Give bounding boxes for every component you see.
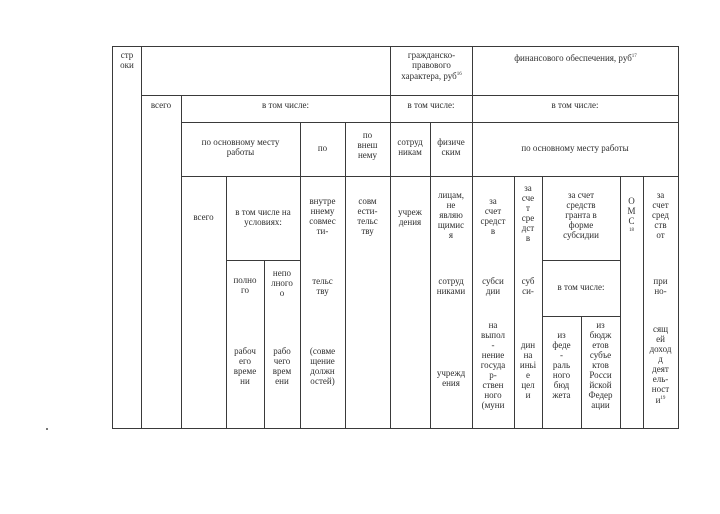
rule-row5b — [542, 260, 620, 261]
rule-bottom — [112, 428, 678, 429]
grant-header: за счет средств гранта в форме субсидии — [563, 190, 599, 240]
total-header-2: всего — [193, 212, 214, 222]
financing-header — [473, 52, 678, 63]
civil-contract-text: гражданско- правового характера, руб — [401, 50, 457, 81]
internal-header: внутре ннему совмес ти- — [309, 196, 336, 236]
income-header-2: при но- — [653, 276, 668, 296]
fulfilment-header: на выпол - нение госуда р- ствен ного (муни — [480, 320, 506, 410]
civil-contract-header — [391, 50, 472, 81]
oms-text: О М С — [627, 196, 636, 226]
income-header-3 — [643, 324, 678, 405]
internal-continued: тельс тву — [312, 276, 333, 296]
rule-row2 — [141, 95, 678, 96]
col-left-edge — [112, 46, 113, 429]
subsidy-header-b2: суб си- — [521, 276, 535, 296]
civil-contract-footnote: 16 — [456, 72, 462, 77]
main-job-header-2: по основному месту работы — [521, 143, 629, 153]
subsidy-header-a2: субси дии — [482, 276, 504, 296]
subsidy-header-a: за счет средст в — [480, 196, 506, 236]
income-footnote: 19 — [660, 396, 666, 401]
purposes-header: дин на иньi е цел и — [519, 340, 537, 400]
by-header: по — [317, 143, 328, 153]
rule-top — [112, 46, 678, 47]
income-header: за счет сред ств от — [652, 190, 669, 240]
col-6 — [345, 122, 346, 429]
working-time-part: рабо чего врем ени — [272, 346, 292, 386]
main-job-header-1: по основному месту работы — [201, 137, 280, 157]
financing-text: финансового обеспечения, руб — [514, 53, 632, 63]
including-conditions-header: в том числе на условиях: — [235, 207, 291, 227]
oms-header — [620, 196, 643, 237]
federal-budget-header: из феде - раль ного бюд жета — [552, 330, 571, 400]
including-header-2: в том числе: — [407, 100, 455, 110]
institution-header-1: учреж дения — [398, 207, 422, 227]
including-header-1: в том числе: — [262, 100, 309, 110]
regional-budget-header: из бюдж етов субъе ктов Росси йской Федер ации — [588, 320, 613, 410]
rule-row5a — [226, 260, 300, 261]
not-employees-header: лицам, не являю щимис я — [437, 190, 465, 240]
including-header-3: в том числе: — [551, 100, 599, 110]
financing-footnote: 17 — [631, 54, 637, 59]
oms-footnote: 18 — [629, 228, 634, 233]
employees-of-header: сотруд никами — [436, 276, 466, 296]
combining-header: (совме щение должн остей) — [309, 346, 336, 386]
including-header-4: в том числе: — [557, 282, 605, 292]
full-time-header: полно го — [233, 275, 257, 295]
individuals-header: физиче ским — [437, 137, 465, 157]
institution-header-2: учрежд ения — [436, 368, 466, 388]
part-time-header: непо лного о — [271, 268, 293, 298]
total-header: всего — [150, 100, 172, 110]
to-employees-header: сотруд никам — [397, 137, 423, 157]
page-corner-mark — [46, 428, 48, 430]
income-text-3: сящ ей доход д деят ель- ност и — [649, 324, 672, 405]
working-time-full: рабоч его време ни — [233, 346, 257, 386]
combination-header: совм ести- тельс тву — [357, 196, 378, 236]
external-header: по внеш нему — [357, 130, 378, 160]
row-number-header: стр оки — [120, 50, 134, 70]
col-right-edge — [678, 46, 679, 429]
subsidy-header-b: за сче т сре дст в — [521, 183, 535, 243]
